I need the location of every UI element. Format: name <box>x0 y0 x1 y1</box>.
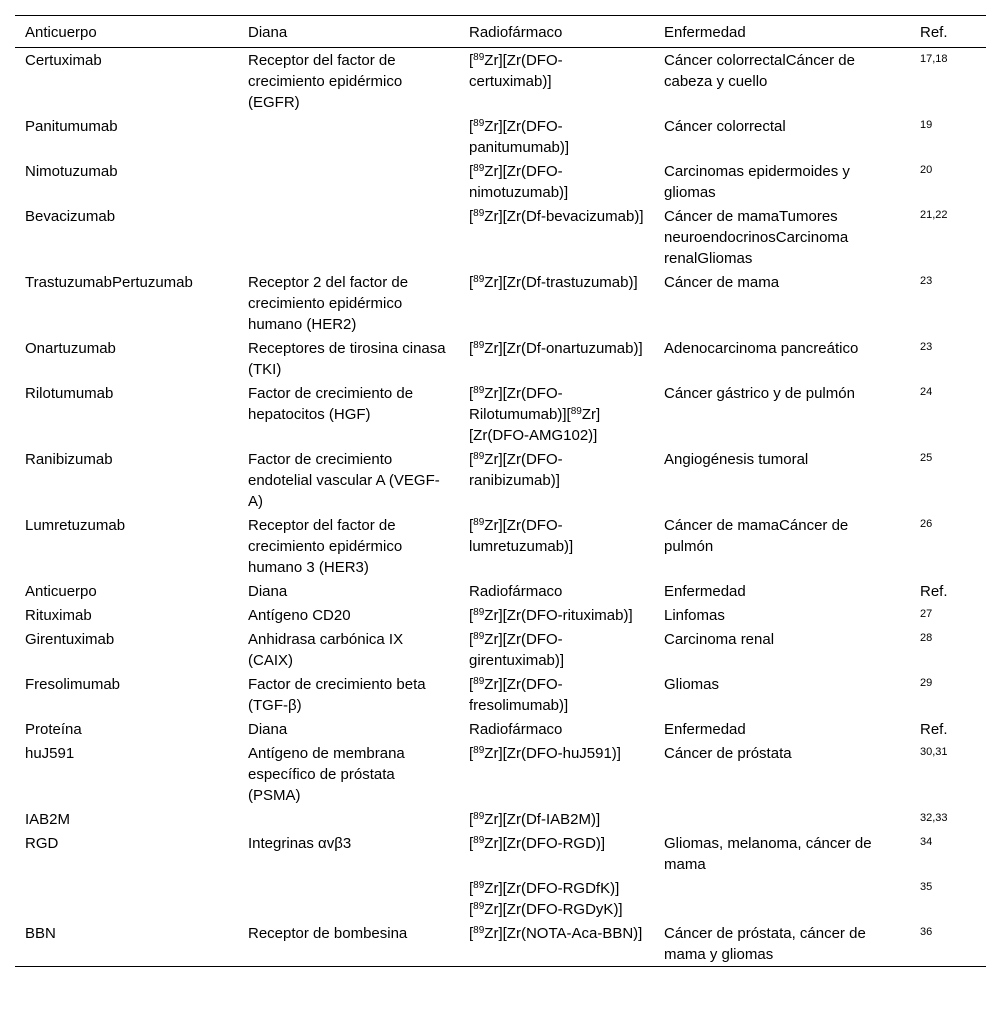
table-row <box>15 336 986 381</box>
cell-target: Antígeno de membrana específico de próstata (PSMA) <box>248 745 405 804</box>
cell-name: BBN <box>25 925 56 942</box>
isotope-mass-number: 89 <box>473 340 485 351</box>
cell-radiopharmaceutical: [$^{89}$Zr][Zr(Df-trastuzumab)] <box>469 274 638 291</box>
header-antibody: Anticuerpo <box>15 16 238 48</box>
radiopharmaceutical-formula: Zr][Zr(DFO-RGDfK)] <box>484 880 620 897</box>
cell-disease: Cáncer colorrectal <box>664 118 786 135</box>
cell-target: Integrinas αvβ3 <box>248 835 352 852</box>
cell-target: Antígeno CD20 <box>248 607 351 624</box>
cell-target <box>238 114 459 159</box>
cell-name: TrastuzumabPertuzumab <box>25 274 193 291</box>
cell-disease: Gliomas <box>664 676 720 693</box>
cell-ref: 26 <box>920 518 933 530</box>
table-header-row <box>15 16 986 48</box>
cell-ref: 24 <box>920 386 933 398</box>
cell-ref: 27 <box>920 608 933 620</box>
table-row <box>15 513 986 579</box>
cell-target: Receptor del factor de crecimiento epidérmico humano 3 (HER3) <box>248 517 403 576</box>
cell-disease: Angiogénesis tumoral <box>664 451 809 468</box>
cell-disease <box>654 807 910 831</box>
isotope-mass-number: 89 <box>473 163 485 174</box>
radiopharmaceutical-formula: Zr][Zr(Df-bevacizumab)] <box>484 208 644 225</box>
cell-name <box>15 876 238 921</box>
cell-disease: Cáncer gástrico y de pulmón <box>664 385 855 402</box>
cell-target: Receptores de tirosina cinasa (TKI) <box>248 340 446 378</box>
cell-name: Nimotuzumab <box>25 163 118 180</box>
header-ref: Ref. <box>910 16 986 48</box>
cell-ref: Ref. <box>920 583 948 600</box>
cell-disease: Cáncer de mama <box>664 274 780 291</box>
cell-ref: 23 <box>920 341 933 353</box>
cell-radiopharmaceutical: Radiofármaco <box>469 721 563 738</box>
cell-name: Fresolimumab <box>25 676 121 693</box>
table-row <box>15 627 986 672</box>
cell-ref: 28 <box>920 632 933 644</box>
cell-name: IAB2M <box>25 811 71 828</box>
cell-ref: 34 <box>920 836 933 848</box>
cell-ref: 35 <box>920 881 933 893</box>
cell-target: Factor de crecimiento de hepatocitos (HGF) <box>248 385 414 423</box>
cell-ref: Ref. <box>920 721 948 738</box>
isotope-mass-number: 89 <box>473 52 485 63</box>
isotope-mass-number: 89 <box>473 385 485 396</box>
cell-radiopharmaceutical: [$^{89}$Zr][Zr(DFO-Rilotumumab)][$^{89}$Zr][Zr(DFO-AMG102)] <box>469 385 601 444</box>
isotope-mass-number: 89 <box>473 880 485 891</box>
cell-target: Receptor del factor de crecimiento epidérmico (EGFR) <box>248 52 403 111</box>
isotope-mass-number: 89 <box>473 676 485 687</box>
cell-radiopharmaceutical: [$^{89}$Zr][Zr(DFO-huJ591)] <box>469 745 621 762</box>
cell-target <box>238 159 459 204</box>
cell-ref: 29 <box>920 677 933 689</box>
cell-disease: Carcinoma renal <box>664 631 775 648</box>
radiopharmaceutical-formula: Zr][Zr(DFO-RGDyK)] <box>484 901 623 918</box>
cell-target <box>238 807 459 831</box>
table-row <box>15 204 986 270</box>
cell-name: RGD <box>25 835 59 852</box>
radiopharmaceutical-formula: Zr][Zr(DFO-lumretuzumab)] <box>469 517 574 555</box>
cell-name: Onartuzumab <box>25 340 116 357</box>
radiopharmaceutical-formula: Zr][Zr(DFO-RGD)] <box>484 835 606 852</box>
radiopharmaceutical-formula: Zr][Zr(DFO-AMG102)] <box>469 406 601 444</box>
cell-name: huJ591 <box>25 745 75 762</box>
cell-ref: 17,18 <box>920 53 948 65</box>
cell-name: Proteína <box>25 721 82 738</box>
cell-radiopharmaceutical: [$^{89}$Zr][Zr(DFO-rituximab)] <box>469 607 633 624</box>
isotope-mass-number: 89 <box>473 274 485 285</box>
table-row <box>15 831 986 876</box>
cell-radiopharmaceutical: Radiofármaco <box>469 583 563 600</box>
table-body <box>15 48 986 967</box>
cell-radiopharmaceutical: [$^{89}$Zr][Zr(DFO-RGD)] <box>469 835 606 852</box>
radiopharmaceutical-formula: Zr][Zr(NOTA-Aca-BBN)] <box>484 925 643 942</box>
radiopharmaceutical-table <box>15 15 986 967</box>
table-row <box>15 447 986 513</box>
cell-name: Certuximab <box>25 52 102 69</box>
cell-radiopharmaceutical: [$^{89}$Zr][Zr(Df-IAB2M)] <box>469 811 601 828</box>
cell-target: Factor de crecimiento beta (TGF-β) <box>248 676 426 714</box>
table-row <box>15 741 986 807</box>
cell-name: Rilotumumab <box>25 385 114 402</box>
isotope-mass-number: 89 <box>570 406 582 417</box>
cell-name: Panitumumab <box>25 118 118 135</box>
cell-target: Receptor 2 del factor de crecimiento epidérmico humano (HER2) <box>248 274 409 333</box>
isotope-mass-number: 89 <box>473 811 485 822</box>
radiopharmaceutical-formula: Zr][Zr(Df-IAB2M)] <box>484 811 601 828</box>
cell-ref: 30,31 <box>920 746 948 758</box>
cell-radiopharmaceutical: [$^{89}$Zr][Zr(DFO-lumretuzumab)] <box>469 517 574 555</box>
cell-disease: Linfomas <box>664 607 725 624</box>
isotope-mass-number: 89 <box>473 631 485 642</box>
cell-ref: 36 <box>920 926 933 938</box>
cell-radiopharmaceutical: [$^{89}$Zr][Zr(Df-bevacizumab)] <box>469 208 644 225</box>
cell-disease: Cáncer de próstata <box>664 745 792 762</box>
radiopharmaceutical-formula: Zr][Zr(DFO-certuximab)] <box>469 52 563 90</box>
table-row <box>15 672 986 717</box>
cell-radiopharmaceutical: [$^{89}$Zr][Zr(NOTA-Aca-BBN)] <box>469 925 643 942</box>
table-row <box>15 159 986 204</box>
table-subheader-row <box>15 579 986 603</box>
header-radiopharmaceutical: Radiofármaco <box>459 16 654 48</box>
isotope-mass-number: 89 <box>473 925 485 936</box>
cell-disease: Carcinomas epidermoides y gliomas <box>664 163 850 201</box>
cell-disease: Gliomas, melanoma, cáncer de mama <box>664 835 872 873</box>
cell-target: Factor de crecimiento endotelial vascular A (VEGF-A) <box>248 451 440 510</box>
isotope-mass-number: 89 <box>473 118 485 129</box>
radiopharmaceutical-formula: Zr][Zr(DFO-nimotuzumab)] <box>469 163 569 201</box>
table-row <box>15 270 986 336</box>
table-subheader-row <box>15 717 986 741</box>
radiopharmaceutical-formula: Zr][Zr(DFO-rituximab)] <box>484 607 633 624</box>
isotope-mass-number: 89 <box>473 451 485 462</box>
cell-name: Bevacizumab <box>25 208 116 225</box>
cell-name: Anticuerpo <box>25 583 97 600</box>
cell-disease: Enfermedad <box>664 721 746 738</box>
cell-radiopharmaceutical: [$^{89}$Zr][Zr(DFO-certuximab)] <box>469 52 563 90</box>
table-row <box>15 603 986 627</box>
cell-radiopharmaceutical: [$^{89}$Zr][Zr(DFO-girentuximab)] <box>469 631 565 669</box>
cell-name: Ranibizumab <box>25 451 113 468</box>
isotope-mass-number: 89 <box>473 835 485 846</box>
radiopharmaceutical-formula: Zr][Zr(DFO-Rilotumumab)] <box>469 385 567 423</box>
isotope-mass-number: 89 <box>473 901 485 912</box>
cell-name: Lumretuzumab <box>25 517 126 534</box>
cell-ref: 20 <box>920 164 933 176</box>
header-disease: Enfermedad <box>654 16 910 48</box>
table-row <box>15 921 986 967</box>
isotope-mass-number: 89 <box>473 607 485 618</box>
isotope-mass-number: 89 <box>473 745 485 756</box>
cell-disease: Cáncer de próstata, cáncer de mama y gliomas <box>664 925 866 963</box>
cell-disease: Cáncer colorrectalCáncer de cabeza y cuello <box>664 52 855 90</box>
cell-disease: Adenocarcinoma pancreático <box>664 340 859 357</box>
radiopharmaceutical-formula: Zr][Zr(DFO-ranibizumab)] <box>469 451 563 489</box>
cell-radiopharmaceutical: [$^{89}$Zr][Zr(DFO-panitumumab)] <box>469 118 570 156</box>
cell-radiopharmaceutical: [$^{89}$Zr][Zr(Df-onartuzumab)] <box>469 340 643 357</box>
radiopharmaceutical-formula: Zr][Zr(DFO-huJ591)] <box>484 745 621 762</box>
radiopharmaceutical-formula: Zr][Zr(Df-trastuzumab)] <box>484 274 638 291</box>
cell-ref: 21,22 <box>920 209 948 221</box>
cell-target <box>238 204 459 270</box>
cell-target: Diana <box>248 583 288 600</box>
table-row <box>15 114 986 159</box>
isotope-mass-number: 89 <box>473 517 485 528</box>
cell-radiopharmaceutical: [$^{89}$Zr][Zr(DFO-ranibizumab)] <box>469 451 563 489</box>
radiopharmaceutical-formula: Zr][Zr(DFO-fresolimumab)] <box>469 676 569 714</box>
header-target: Diana <box>238 16 459 48</box>
cell-name: Rituximab <box>25 607 92 624</box>
table-row <box>15 876 986 921</box>
cell-disease: Cáncer de mamaTumores neuroendocrinosCarcinoma renalGliomas <box>664 208 849 267</box>
table-row <box>15 381 986 447</box>
cell-disease: Cáncer de mamaCáncer de pulmón <box>664 517 849 555</box>
cell-radiopharmaceutical: [$^{89}$Zr][Zr(DFO-nimotuzumab)] <box>469 163 569 201</box>
cell-ref: 25 <box>920 452 933 464</box>
cell-radiopharmaceutical: [$^{89}$Zr][Zr(DFO-fresolimumab)] <box>469 676 569 714</box>
cell-name: Girentuximab <box>25 631 115 648</box>
table-row <box>15 48 986 115</box>
cell-target <box>238 876 459 921</box>
radiopharmaceutical-formula: Zr][Zr(DFO-girentuximab)] <box>469 631 565 669</box>
table-row <box>15 807 986 831</box>
cell-ref: 23 <box>920 275 933 287</box>
radiopharmaceutical-formula: Zr][Zr(Df-onartuzumab)] <box>484 340 643 357</box>
radiopharmaceutical-formula: Zr][Zr(DFO-panitumumab)] <box>469 118 570 156</box>
isotope-mass-number: 89 <box>473 208 485 219</box>
cell-ref: 32,33 <box>920 812 948 824</box>
cell-target: Anhidrasa carbónica IX (CAIX) <box>248 631 404 669</box>
cell-disease: Enfermedad <box>664 583 746 600</box>
cell-target: Receptor de bombesina <box>248 925 408 942</box>
cell-ref: 19 <box>920 119 933 131</box>
cell-disease <box>654 876 910 921</box>
cell-radiopharmaceutical: [$^{89}$Zr][Zr(DFO-RGDfK)][$^{89}$Zr][Zr(DFO-RGDyK)] <box>469 880 623 918</box>
cell-target: Diana <box>248 721 288 738</box>
